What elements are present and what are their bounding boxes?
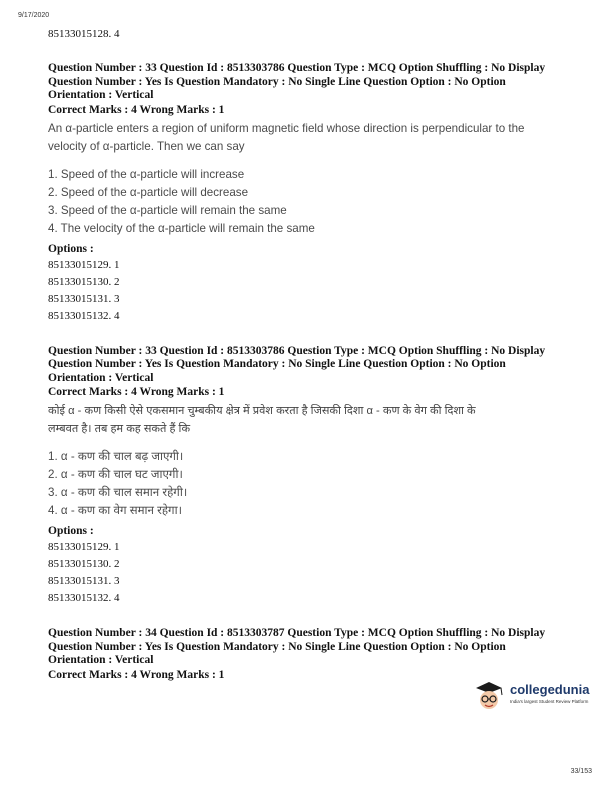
option-id: 85133015131. 3 — [48, 292, 120, 305]
question-marks: Correct Marks : 4 Wrong Marks : 1 — [48, 668, 225, 681]
question-text: velocity of α-particle. Then we can say — [48, 139, 245, 153]
answer-choices — [48, 448, 578, 520]
option-id: 85133015130. 2 — [48, 558, 120, 570]
answer-choice: 1. α - कण की चाल बढ़ जाएगी। — [48, 450, 184, 463]
option-id: 85133015132. 4 — [48, 592, 120, 604]
question-marks: Correct Marks : 4 Wrong Marks : 1 — [48, 103, 225, 116]
answer-choices — [48, 166, 578, 238]
logo-name: collegedunia — [510, 682, 590, 697]
question-block — [48, 62, 578, 325]
question-marks: Correct Marks : 4 Wrong Marks : 1 — [48, 386, 225, 398]
mascot-icon — [472, 680, 506, 714]
question-text: कोई α - कण किसी ऐसे एकसमान चुम्बकीय क्षेत्र में प्रवेश करता है जिसकी दिशा α - कण के वेग की दिशा के — [48, 405, 476, 417]
page-number: 33/153 — [570, 768, 592, 775]
answer-choice: 3. Speed of the α-particle will remain the same — [48, 203, 287, 217]
question-header: Question Number : 34 Question Id : 8513303787 Question Type : MCQ Option Shuffling : No Display — [48, 627, 546, 639]
question-header: Orientation : Vertical — [48, 654, 154, 666]
answer-choice: 4. α - कण का वेग समान रहेगा। — [48, 504, 182, 517]
option-id-list — [48, 257, 578, 325]
page-content — [48, 26, 578, 685]
answer-choice: 4. The velocity of the α-particle will remain the same — [48, 221, 315, 235]
options-label: Options : — [48, 242, 94, 255]
print-date: 9/17/2020 — [18, 12, 50, 19]
question-header: Question Number : 33 Question Id : 8513303786 Question Type : MCQ Option Shuffling : No Display — [48, 344, 546, 357]
option-id: 85133015130. 2 — [48, 275, 120, 288]
question-text: An α-particle enters a region of uniform magnetic field whose direction is perpendicular to the — [48, 121, 525, 135]
question-header: Question Number : 33 Question Id : 8513303786 Question Type : MCQ Option Shuffling : No Display — [48, 62, 546, 74]
question-block — [48, 345, 578, 608]
option-id: 85133015131. 3 — [48, 575, 120, 587]
question-header: Orientation : Vertical — [48, 89, 154, 101]
option-id: 85133015129. 1 — [48, 541, 120, 553]
collegedunia-logo — [472, 680, 592, 714]
logo-tagline: India's largest Student Review Platform — [510, 699, 589, 704]
answer-choice: 3. α - कण की चाल समान रहेगी। — [48, 486, 188, 499]
answer-choice: 1. Speed of the α-particle will increase — [48, 167, 245, 181]
answer-choice: 2. Speed of the α-particle will decrease — [48, 185, 249, 199]
question-header: Question Number : Yes Is Question Mandatory : No Single Line Question Option : No Option — [48, 75, 506, 88]
question-text: लम्बवत है। तब हम कह सकते हैं कि — [48, 423, 191, 435]
question-header: Orientation : Vertical — [48, 371, 154, 384]
question-header: Question Number : Yes Is Question Mandatory : No Single Line Question Option : No Option — [48, 640, 506, 653]
option-id: 85133015132. 4 — [48, 309, 120, 322]
question-header: Question Number : Yes Is Question Mandatory : No Single Line Question Option : No Option — [48, 358, 506, 370]
question-block — [48, 627, 578, 683]
option-id: 85133015129. 1 — [48, 258, 120, 271]
options-label: Options : — [48, 525, 94, 537]
option-id-list — [48, 539, 578, 607]
option-id-line: 85133015128. 4 — [48, 28, 120, 40]
answer-choice: 2. α - कण की चाल घट जाएगी। — [48, 468, 183, 481]
